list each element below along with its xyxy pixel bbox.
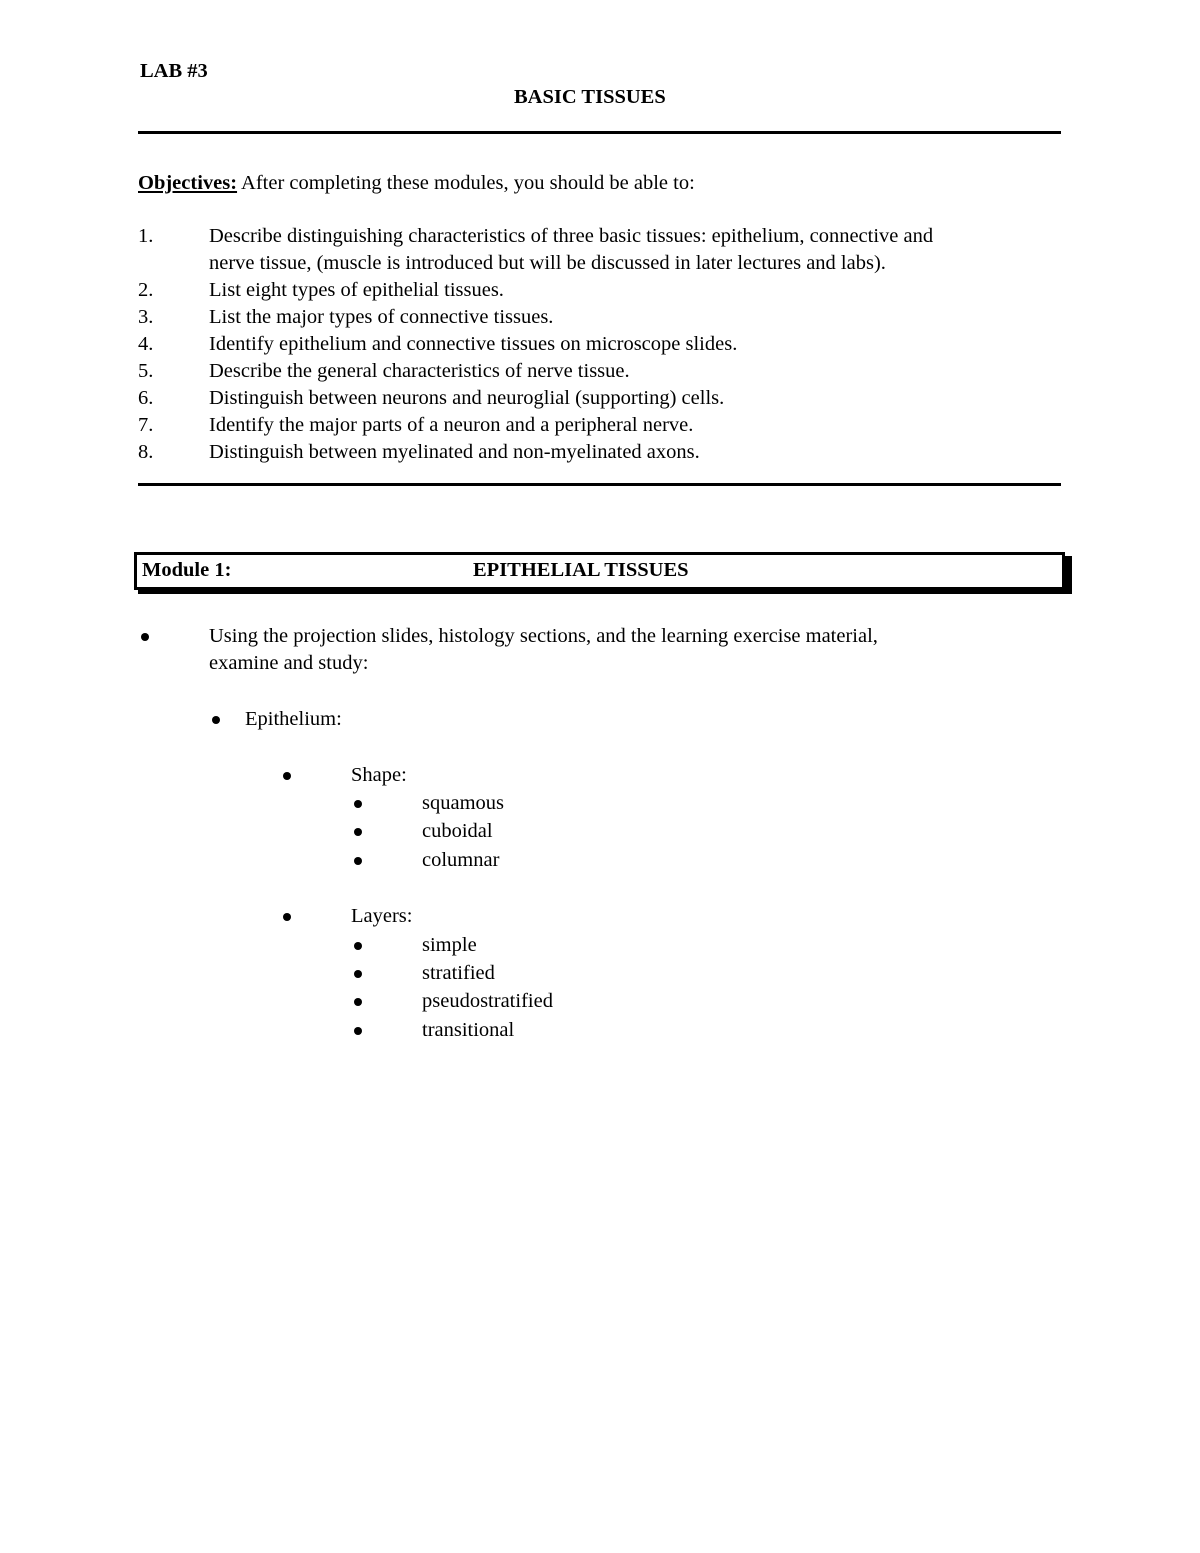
topic-heading: Epithelium: — [245, 708, 342, 730]
bullet-icon — [141, 633, 149, 641]
objectives-intro: After completing these modules, you should be able to: — [241, 172, 695, 194]
layer-item: simple — [422, 934, 477, 956]
objective-number: 8. — [138, 441, 154, 463]
objective-text: Distinguish between myelinated and non-myelinated axons. — [209, 441, 700, 463]
objectives-intro-line — [138, 172, 695, 195]
bullet-icon — [354, 998, 362, 1006]
module-title: EPITHELIAL TISSUES — [473, 559, 689, 581]
layer-item: transitional — [422, 1019, 515, 1041]
objective-text: Describe distinguishing characteristics of three basic tissues: epithelium, connective and — [209, 225, 934, 247]
bullet-icon — [354, 970, 362, 978]
objectives-label: Objectives: — [138, 172, 238, 194]
module-header-box — [134, 552, 1065, 590]
objective-text: Identify epithelium and connective tissues on microscope slides. — [209, 333, 738, 355]
objective-text: List the major types of connective tissues. — [209, 306, 554, 328]
objective-number: 2. — [138, 279, 154, 301]
objective-number: 3. — [138, 306, 154, 328]
shape-item: cuboidal — [422, 820, 493, 842]
bullet-icon — [354, 942, 362, 950]
objective-number: 4. — [138, 333, 154, 355]
bullet-icon — [354, 1027, 362, 1035]
objective-text: Describe the general characteristics of nerve tissue. — [209, 360, 630, 382]
instruction-text: Using the projection slides, histology sections, and the learning exercise material, — [209, 625, 878, 647]
bullet-icon — [354, 828, 362, 836]
objective-text: Distinguish between neurons and neuroglial (supporting) cells. — [209, 387, 725, 409]
bullet-icon — [283, 913, 291, 921]
shape-item: columnar — [422, 849, 500, 871]
layers-label: Layers: — [351, 905, 413, 927]
objective-number: 5. — [138, 360, 154, 382]
bullet-icon — [354, 800, 362, 808]
page-title: BASIC TISSUES — [514, 86, 666, 108]
layer-item: stratified — [422, 962, 495, 984]
objective-text: Identify the major parts of a neuron and a peripheral nerve. — [209, 414, 694, 436]
objective-text: nerve tissue, (muscle is introduced but will be discussed in later lectures and labs). — [209, 252, 886, 274]
objective-number: 6. — [138, 387, 154, 409]
layer-item: pseudostratified — [422, 990, 553, 1012]
top-divider — [138, 131, 1061, 134]
objective-number: 7. — [138, 414, 154, 436]
shape-item: squamous — [422, 792, 504, 814]
shape-label: Shape: — [351, 764, 407, 786]
bullet-icon — [283, 772, 291, 780]
objective-text: List eight types of epithelial tissues. — [209, 279, 504, 301]
bullet-icon — [212, 716, 220, 724]
bullet-icon — [354, 857, 362, 865]
objectives-divider — [138, 483, 1061, 486]
lab-number: LAB #3 — [140, 60, 208, 82]
module-label: Module 1: — [142, 559, 232, 581]
objective-number: 1. — [138, 225, 154, 247]
instruction-text: examine and study: — [209, 652, 369, 674]
